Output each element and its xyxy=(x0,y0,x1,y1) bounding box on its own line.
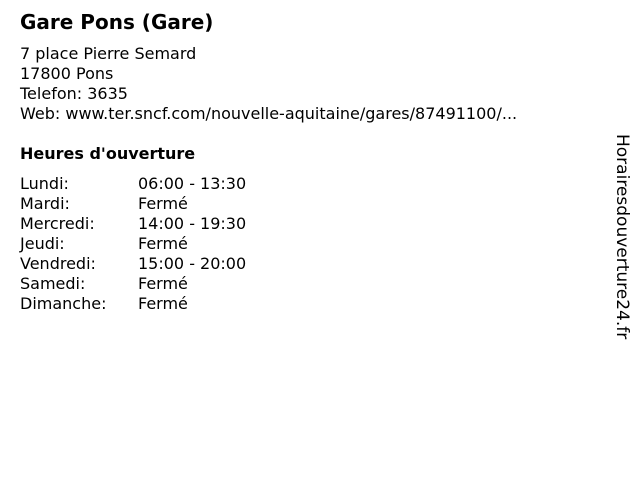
hours-time: Fermé xyxy=(138,294,188,313)
brand-watermark: Horairesdouverture24.fr xyxy=(612,134,632,340)
hours-day: Samedi: xyxy=(20,274,86,293)
opening-hours-heading: Heures d'ouverture xyxy=(20,144,196,163)
opening-hours-table xyxy=(20,174,246,314)
hours-day: Jeudi: xyxy=(20,234,65,253)
address-block xyxy=(20,44,517,124)
hours-time: Fermé xyxy=(138,234,188,253)
hours-row-friday xyxy=(20,254,246,274)
hours-row-wednesday xyxy=(20,214,246,234)
hours-row-monday xyxy=(20,174,246,194)
place-title: Gare Pons (Gare) xyxy=(20,10,214,34)
hours-row-tuesday xyxy=(20,194,246,214)
hours-time: Fermé xyxy=(138,274,188,293)
website-text: Web: www.ter.sncf.com/nouvelle-aquitaine/gares/87491100/... xyxy=(20,104,518,123)
hours-row-sunday xyxy=(20,294,246,314)
hours-day: Lundi: xyxy=(20,174,69,193)
hours-day: Dimanche: xyxy=(20,294,107,313)
hours-day: Mercredi: xyxy=(20,214,95,233)
hours-time: 06:00 - 13:30 xyxy=(138,174,247,193)
hours-row-thursday xyxy=(20,234,246,254)
hours-row-saturday xyxy=(20,274,246,294)
hours-time: Fermé xyxy=(138,194,188,213)
address-city: 17800 Pons xyxy=(20,64,114,83)
phone-text: Telefon: 3635 xyxy=(20,84,128,103)
hours-day: Mardi: xyxy=(20,194,70,213)
hours-time: 15:00 - 20:00 xyxy=(138,254,247,273)
hours-day: Vendredi: xyxy=(20,254,96,273)
address-street: 7 place Pierre Semard xyxy=(20,44,197,63)
hours-time: 14:00 - 19:30 xyxy=(138,214,247,233)
